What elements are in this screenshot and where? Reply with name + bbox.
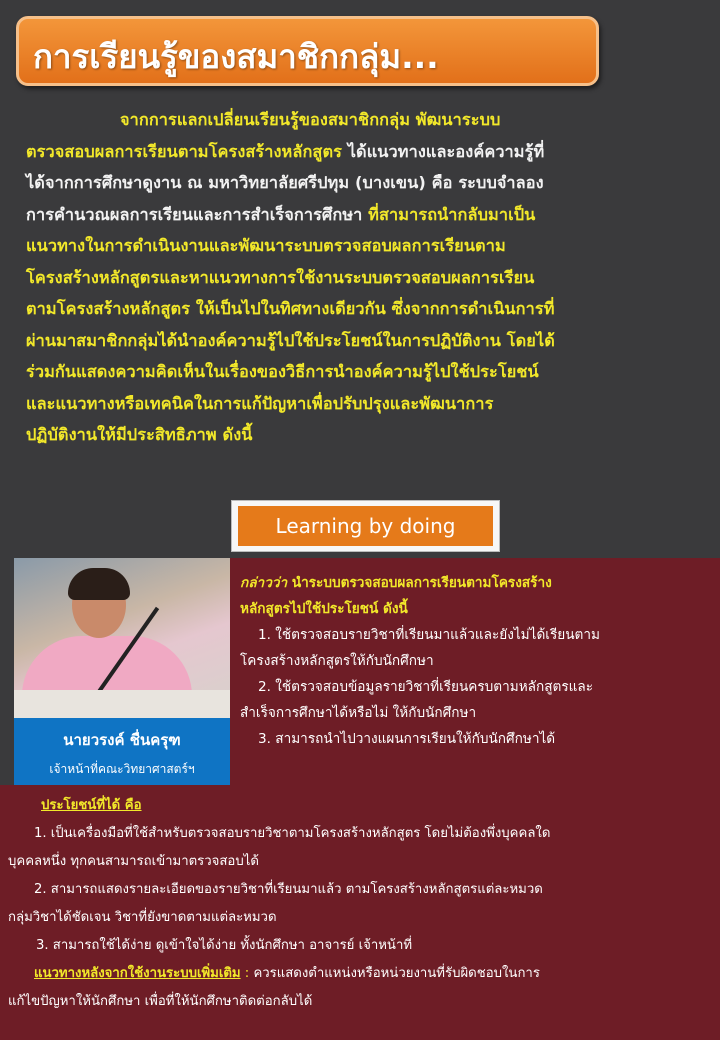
intro-line: ปฏิบัติงานให้มีประสิทธิภาพ ดังนี้ bbox=[26, 425, 253, 444]
benefit-item: 3. สามารถใช้ได้ง่าย ดูเข้าใจได้ง่าย ทั้งนักศึกษา อาจารย์ เจ้าหน้าที่ bbox=[36, 938, 413, 953]
intro-line: การคำนวณผลการเรียนและการสำเร็จการศึกษา bbox=[26, 204, 369, 224]
quote-text bbox=[240, 570, 712, 752]
intro-line: ที่สามารถนำกลับมาเป็น bbox=[368, 204, 536, 224]
page-title: การเรียนรู้ของสมาชิกกลุ่ม... bbox=[33, 37, 439, 76]
intro-line: และแนวทางหรือเทคนิคในการแก้ปัญหาเพื่อปรับปรุงและพัฒนาการ bbox=[26, 393, 494, 413]
title-banner bbox=[16, 16, 599, 86]
quote-lead: กล่าวว่า bbox=[240, 575, 288, 591]
benefit-item: บุคคลหนึ่ง ทุกคนสามารถเข้ามาตรวจสอบได้ bbox=[8, 854, 259, 869]
intro-line: ผ่านมาสมาชิกกลุ่มได้นำองค์ความรู้ไปใช้ประโยชน์ในการปฏิบัติงาน โดยได้ bbox=[26, 330, 555, 350]
intro-line: ได้แนวทางและองค์ความรู้ที่ bbox=[341, 141, 545, 161]
benefit-item: กลุ่มวิชาได้ชัดเจน วิชาที่ยังขาดตามแต่ละหมวด bbox=[8, 910, 277, 925]
intro-line: จากการแลกเปลี่ยนเรียนรู้ของสมาชิกกลุ่ม พัฒนาระบบ bbox=[120, 110, 501, 129]
learning-by-doing-label: Learning by doing bbox=[238, 506, 493, 546]
next-steps-text: ควรแสดงตำแหน่งหรือหน่วยงานที่รับผิดชอบในการ bbox=[253, 966, 540, 981]
benefits-text bbox=[8, 792, 712, 1016]
quote-item: 2. ใช้ตรวจสอบข้อมูลรายวิชาที่เรียนครบตามหลักสูตรและ bbox=[258, 679, 594, 695]
intro-paragraph bbox=[26, 104, 698, 451]
quote-item: 3. สามารถนำไปวางแผนการเรียนให้กับนักศึกษาได้ bbox=[258, 731, 556, 747]
person-photo bbox=[14, 558, 230, 718]
name-caption bbox=[14, 718, 230, 785]
intro-line: ตามโครงสร้างหลักสูตร ให้เป็นไปในทิศทางเดียวกัน ซึ่งจากการดำเนินการที่ bbox=[26, 299, 555, 318]
intro-line: แนวทางในการดำเนินงานและพัฒนาระบบตรวจสอบผลการเรียนตาม bbox=[26, 236, 506, 255]
person-role: เจ้าหน้าที่คณะวิทยาศาสตร์ฯ bbox=[49, 762, 195, 776]
benefits-heading: ประโยชน์ที่ได้ คือ bbox=[41, 798, 142, 813]
quote-item: สำเร็จการศึกษาได้หรือไม่ ให้กับนักศึกษา bbox=[240, 705, 477, 721]
learning-by-doing-badge bbox=[231, 500, 500, 552]
intro-line: โครงสร้างหลักสูตรและหาแนวทางการใช้งานระบบตรวจสอบผลการเรียน bbox=[26, 267, 535, 287]
quote-item: โครงสร้างหลักสูตรให้กับนักศึกษา bbox=[240, 653, 434, 669]
quote-line: หลักสูตรไปใช้ประโยชน์ ดังนี้ bbox=[240, 601, 408, 617]
benefit-item: 2. สามารถแสดงรายละเอียดของรายวิชาที่เรียนมาแล้ว ตามโครงสร้างหลักสูตรแต่ละหมวด bbox=[34, 882, 543, 897]
intro-line: ร่วมกันแสดงความคิดเห็นในเรื่องของวิธีการนำองค์ความรู้ไปใช้ประโยชน์ bbox=[26, 362, 539, 381]
intro-line: ได้จากการศึกษาดูงาน ณ มหาวิทยาลัยศรีปทุม (บางเขน) คือ ระบบจำลอง bbox=[26, 173, 544, 192]
next-steps-label: แนวทางหลังจากใช้งานระบบเพิ่มเติม bbox=[34, 966, 241, 981]
benefit-item: 1. เป็นเครื่องมือที่ใช้สำหรับตรวจสอบรายวิชาตามโครงสร้างหลักสูตร โดยไม่ต้องพึ่งบุคคลใด bbox=[34, 826, 551, 841]
quote-item: 1. ใช้ตรวจสอบรายวิชาที่เรียนมาแล้วและยังไม่ได้เรียนตาม bbox=[258, 627, 600, 643]
next-steps-text: แก้ไขปัญหาให้นักศึกษา เพื่อที่ให้นักศึกษาติดต่อกลับได้ bbox=[8, 994, 313, 1009]
intro-line: ตรวจสอบผลการเรียนตามโครงสร้างหลักสูตร bbox=[26, 141, 342, 161]
quote-line: นำระบบตรวจสอบผลการเรียนตามโครงสร้าง bbox=[287, 575, 552, 591]
next-steps-sep: : bbox=[240, 966, 254, 981]
person-name: นายวรงค์ ชื่นครุฑ bbox=[63, 731, 181, 749]
